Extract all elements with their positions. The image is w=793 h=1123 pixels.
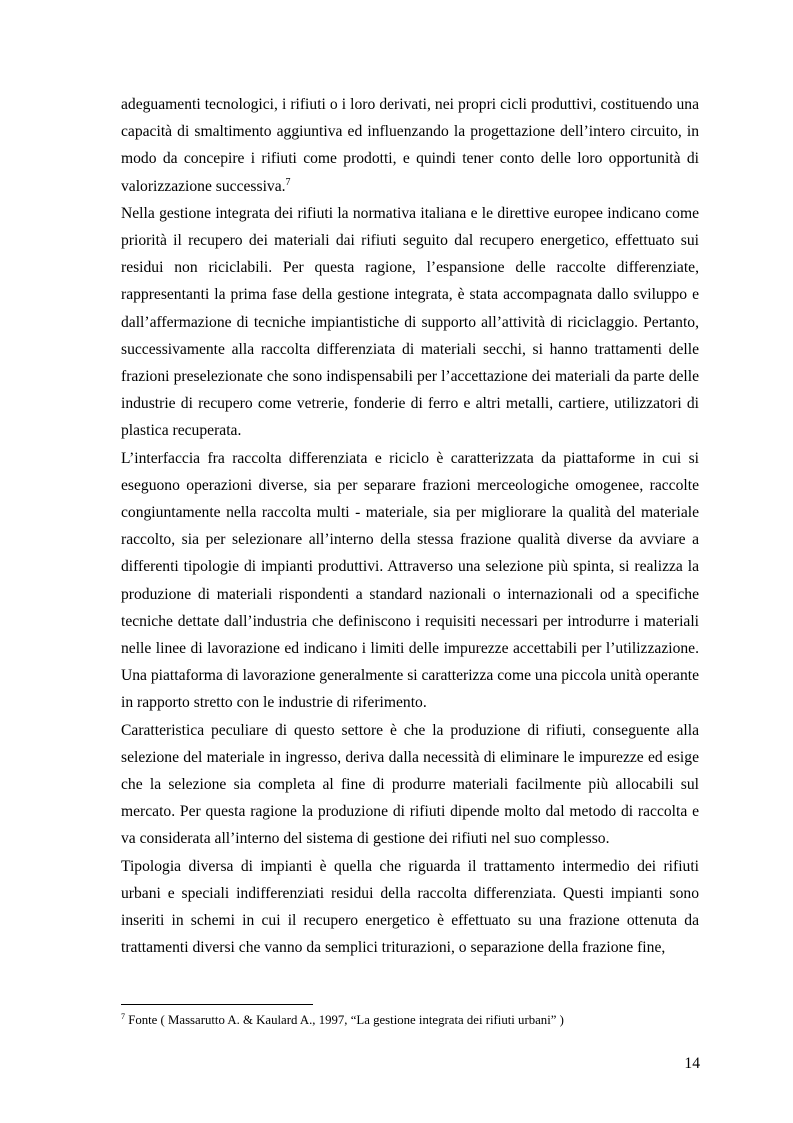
page-number: 14 xyxy=(684,1055,700,1072)
footnote-reference: 7 xyxy=(285,176,291,188)
paragraph-1-text: adeguamenti tecnologici, i rifiuti o i loro derivati, nei propri cicli produttivi, costituendo una capacità di smaltimento aggiuntiva ed influenzando la progettazione dell’intero circuito, in modo da concepire i rifiuti come prodotti, e quindi tener conto delle loro opportunità di valorizzazione successiva. xyxy=(121,96,699,195)
paragraph-1 xyxy=(121,91,699,200)
paragraph-5: Tipologia diversa di impianti è quella che riguarda il trattamento intermedio dei rifiuti urbani e speciali indifferenziati residui della raccolta differenziata. Questi impianti sono inseriti in schemi in cui il recupero energetico è effettuato su una frazione ottenuta da trattamenti diversi che vanno da semplici triturazioni, o separazione della frazione fine, xyxy=(121,857,699,957)
footnote-text: Fonte ( Massarutto A. & Kaulard A., 1997, “La gestione integrata dei rifiuti urbani” ) xyxy=(125,1013,564,1027)
footnote xyxy=(121,1012,699,1029)
footnote-marker: 7 xyxy=(121,1012,125,1021)
body-text xyxy=(121,91,699,962)
footnote-separator xyxy=(121,1004,313,1005)
paragraph-4: Caratteristica peculiare di questo settore è che la produzione di rifiuti, conseguente alla selezione del materiale in ingresso, deriva dalla necessità di eliminare le impurezze ed esige che la selezione sia completa al fine di produrre materiali facilmente più allocabili sul mercato. Per questa ragione la produzione di rifiuti dipende molto dal metodo di raccolta e va considerata all’interno del sistema di gestione dei rifiuti nel suo complesso. xyxy=(121,721,699,848)
paragraph-3: L’interfaccia fra raccolta differenziata e riciclo è caratterizzata da piattaforme in cui si eseguono operazioni diverse, sia per separare frazioni merceologiche omogenee, raccolte congiuntamente nella raccolta multi - materiale, sia per migliorare la qualità del materiale raccolto, sia per selezionare all’interno della stessa frazione qualità diverse da avviare a differenti tipologie di impianti produttivi. Attraverso una selezione più spinta, si realizza la produzione di materiali rispondenti a standard nazionali o internazionali od a specifiche tecniche dettate dall’industria che definiscono i requisiti necessari per introdurre i materiali nelle linee di lavorazione ed indicano i limiti delle impurezze accettabili per l’utilizzazione. Una piattaforma di lavorazione generalmente si caratterizza come una piccola unità operante in rapporto stretto con le industrie di riferimento. xyxy=(121,449,699,712)
paragraph-2: Nella gestione integrata dei rifiuti la normativa italiana e le direttive europee indicano come priorità il recupero dei materiali dai rifiuti seguito dal recupero energetico, effettuato sui residui non riciclabili. Per questa ragione, l’espansione delle raccolte differenziate, rappresentanti la prima fase della gestione integrata, è stata accompagnata dallo sviluppo e dall’affermazione di tecniche impiantistiche di supporto all’attività di riciclaggio. Pertanto, successivamente alla raccolta differenziata di materiali secchi, si hanno trattamenti delle frazioni preselezionate che sono indispensabili per l’accettazione dei materiali da parte delle industrie di recupero come vetrerie, fonderie di ferro e altri metalli, cartiere, utilizzatori di plastica recuperata. xyxy=(121,204,699,440)
